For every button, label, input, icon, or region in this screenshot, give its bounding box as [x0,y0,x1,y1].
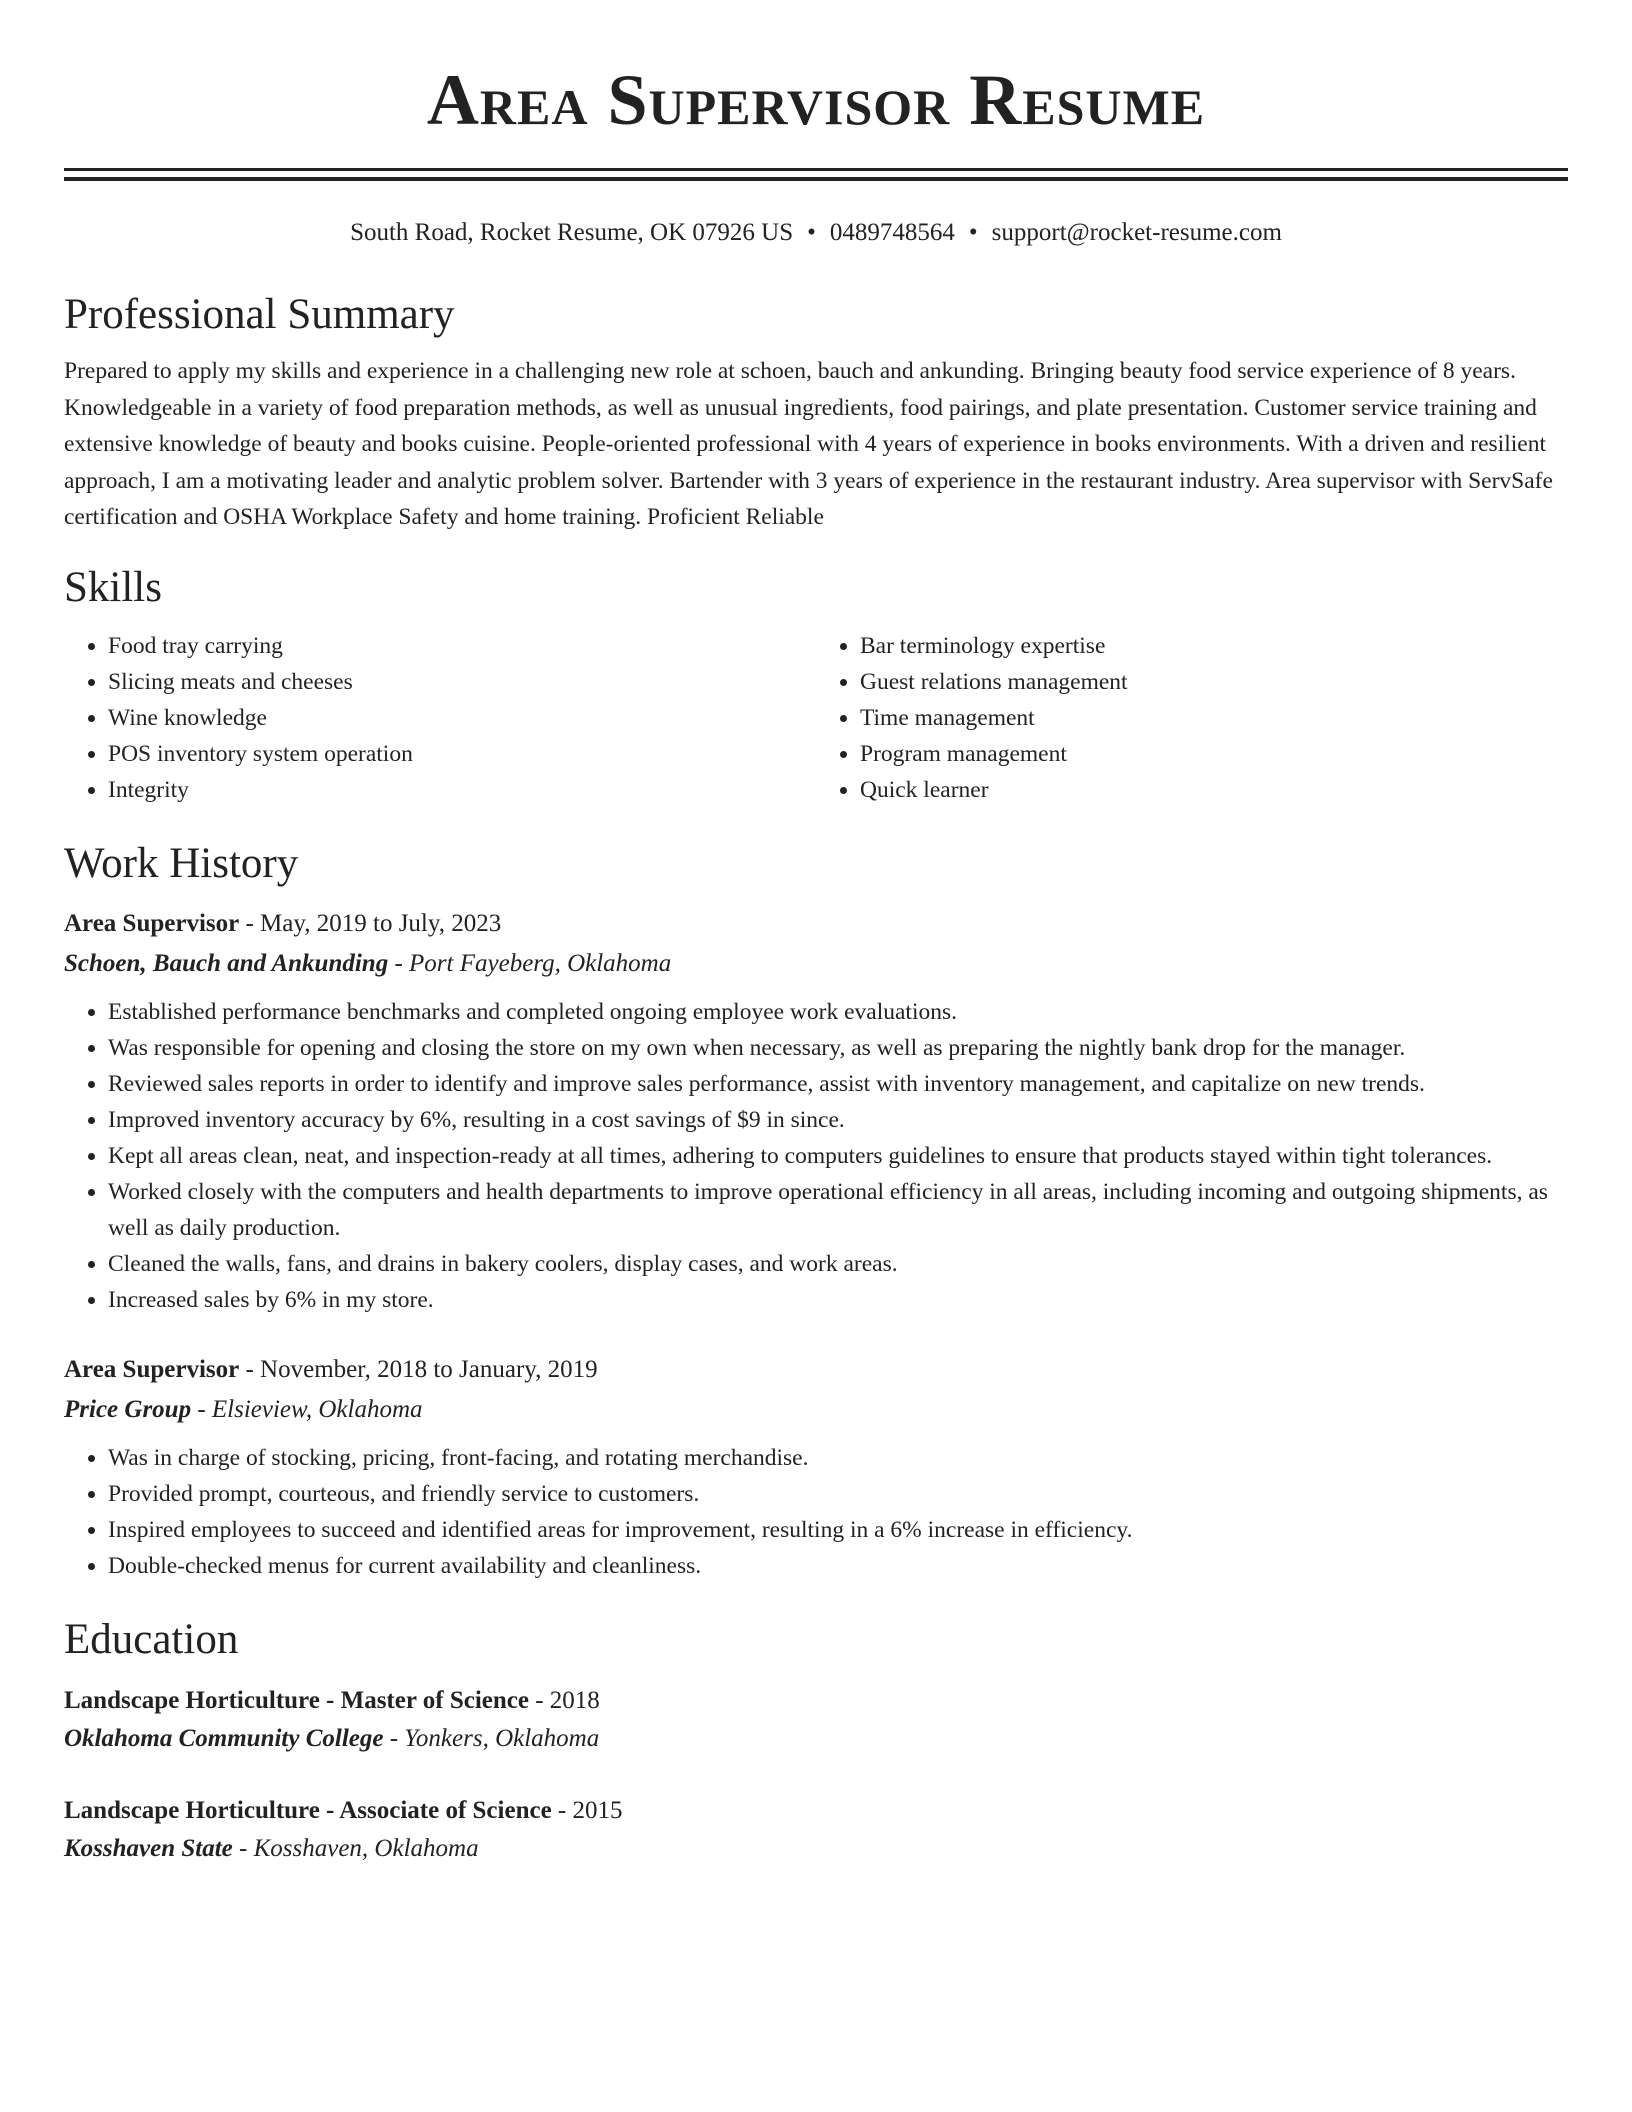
job-company: Price Group [64,1395,192,1423]
skills-list-right [816,628,1568,808]
skill-item: • Time management [860,700,1568,736]
job-company-line [64,944,1568,984]
contact-phone: 0489748564 [829,219,955,246]
education-location: - Kosshaven, Oklahoma [232,1834,479,1862]
skill-item: • POS inventory system operation [108,736,816,772]
job-bullet: • Inspired employees to succeed and identified areas for improvement, resulting in a 6% increase in efficiency. [108,1512,1568,1548]
skill-item: • Food tray carrying [108,628,816,664]
job-entry [64,1350,1568,1584]
education-school-line [64,1830,1568,1868]
summary-text: Prepared to apply my skills and experience in a challenging new role at schoen, bauch and ankunding. Bringing beauty food service experience of 8 years. Knowledgeable in a variety of food preparation methods, as well as unusual ingredients, food pairings, and plate presentation. Customer service training and extensive knowledge of beauty and books cuisine. People-oriented professional with 4 years of experience in books environments. With a driven and resilient approach, I am a motivating leader and analytic problem solver. Bartender with 3 years of experience in the restaurant industry. Area supervisor with ServSafe certification and OSHA Workplace Safety and home training. Proficient Reliable [64,358,1553,530]
contact-separator: • [807,219,816,246]
job-bullet: • Cleaned the walls, fans, and drains in bakery coolers, display cases, and work areas. [108,1246,1568,1282]
contact-address: South Road, Rocket Resume, OK 07926 US [350,219,794,246]
skills-columns [64,628,1568,808]
professional-summary-section [64,289,1568,536]
job-bullets [64,994,1568,1318]
job-entry [64,904,1568,1318]
section-heading-work: Work History [64,839,299,887]
work-history-section [64,838,1568,1584]
job-bullet: • Kept all areas clean, neat, and inspection-ready at all times, adhering to computers guidelines to ensure that products stayed within tight tolerances. [108,1138,1568,1174]
job-company: Schoen, Bauch and Ankunding [64,949,389,977]
job-bullet: • Double-checked menus for current availability and cleanliness. [108,1548,1568,1584]
education-year: - 2018 [528,1686,600,1714]
job-company-line [64,1390,1568,1430]
education-entry [64,1682,1568,1758]
skill-item: • Guest relations management [860,664,1568,700]
job-bullet: • Increased sales by 6% in my store. [108,1282,1568,1318]
section-heading-education: Education [64,1615,239,1663]
job-bullets [64,1440,1568,1584]
education-school-line [64,1720,1568,1758]
skill-item: • Quick learner [860,772,1568,808]
resume-title: Area Supervisor Resume [426,60,1206,140]
skill-item: • Bar terminology expertise [860,628,1568,664]
job-title-line [64,904,1568,944]
job-title: Area Supervisor [64,1355,240,1383]
job-bullet: • Established performance benchmarks and completed ongoing employee work evaluations. [108,994,1568,1030]
education-school: Oklahoma Community College [64,1724,384,1752]
education-school: Kosshaven State [64,1834,233,1862]
education-location: - Yonkers, Oklahoma [383,1724,600,1752]
job-location: - Port Fayeberg, Oklahoma [388,949,672,977]
job-dates: - November, 2018 to January, 2019 [239,1355,598,1383]
job-bullet: • Was responsible for opening and closing the store on my own when necessary, as well as preparing the nightly bank drop for the manager. [108,1030,1568,1066]
title-divider-thin [64,168,1568,171]
section-heading-skills: Skills [64,563,162,611]
job-dates: - May, 2019 to July, 2023 [239,909,502,937]
job-bullet: • Reviewed sales reports in order to identify and improve sales performance, assist with inventory management, and capitalize on new trends. [108,1066,1568,1102]
job-bullet: • Was in charge of stocking, pricing, front-facing, and rotating merchandise. [108,1440,1568,1476]
skill-item: • Wine knowledge [108,700,816,736]
education-degree-line [64,1792,1568,1830]
job-location: - Elsieview, Oklahoma [191,1395,423,1423]
contact-email: support@rocket-resume.com [991,219,1282,246]
skill-item: • Program management [860,736,1568,772]
job-title-line [64,1350,1568,1390]
contact-line [64,217,1568,249]
education-degree-line [64,1682,1568,1720]
education-year: - 2015 [551,1796,623,1824]
contact-separator: • [968,219,978,246]
skills-list-left [64,628,816,808]
job-title: Area Supervisor [64,909,240,937]
job-bullet: • Provided prompt, courteous, and friendly service to customers. [108,1476,1568,1512]
skills-section [64,562,1568,808]
education-degree: Landscape Horticulture - Master of Science [64,1686,529,1714]
job-bullet: • Improved inventory accuracy by 6%, resulting in a cost savings of $9 in since. [108,1102,1568,1138]
education-degree: Landscape Horticulture - Associate of Science [64,1796,552,1824]
education-section [64,1614,1568,1868]
skill-item: • Slicing meats and cheeses [108,664,816,700]
education-entry [64,1792,1568,1868]
job-bullet: • Worked closely with the computers and health departments to improve operational efficiency in all areas, including incoming and outgoing shipments, as well as daily production. [108,1174,1568,1246]
title-divider-thick [64,177,1568,181]
section-heading-summary: Professional Summary [64,291,455,338]
skill-item: • Integrity [108,772,816,808]
